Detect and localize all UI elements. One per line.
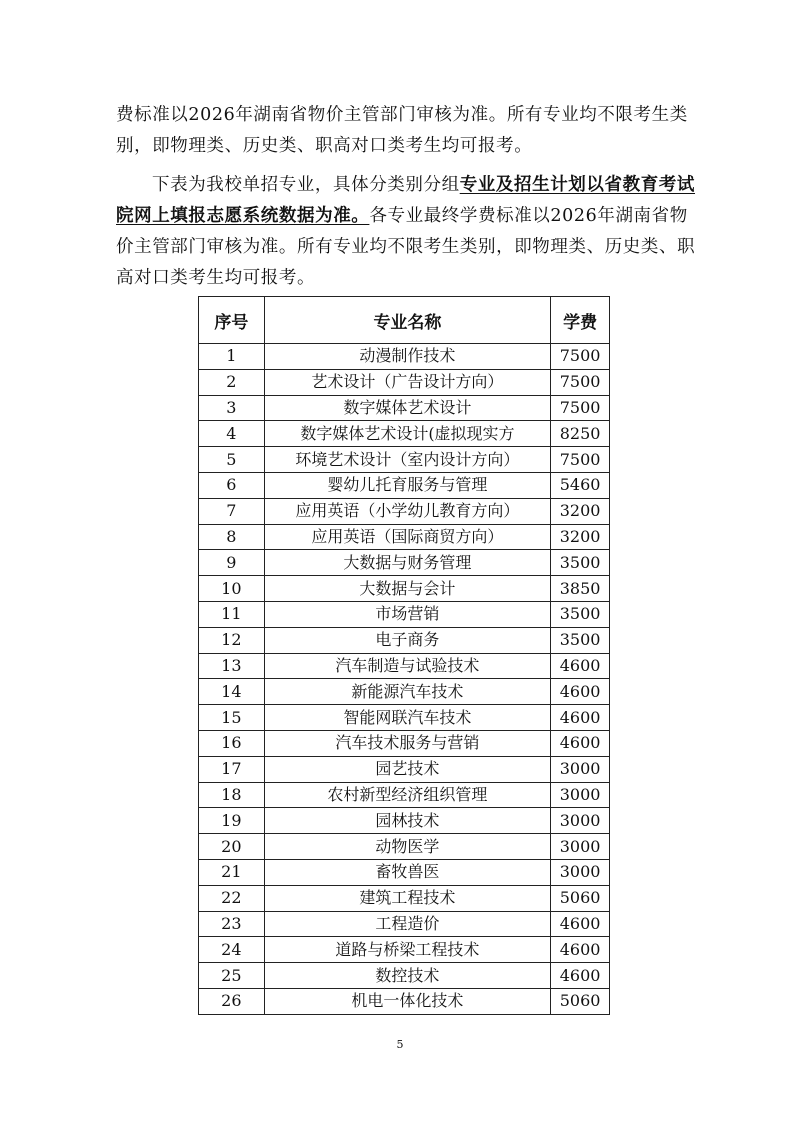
cell-serial: 17 (199, 756, 265, 782)
header-major-name: 专业名称 (264, 297, 550, 344)
cell-serial: 8 (199, 524, 265, 550)
cell-major-name: 机电一体化技术 (264, 988, 550, 1014)
cell-major-name: 农村新型经济组织管理 (264, 782, 550, 808)
cell-major-name: 汽车制造与试验技术 (264, 653, 550, 679)
cell-tuition: 4600 (551, 937, 610, 963)
table-row (199, 885, 610, 911)
cell-major-name: 大数据与财务管理 (264, 550, 550, 576)
cell-tuition: 3000 (551, 834, 610, 860)
table-body (199, 344, 610, 1015)
cell-serial: 23 (199, 911, 265, 937)
cell-serial: 13 (199, 653, 265, 679)
cell-tuition: 4600 (551, 679, 610, 705)
table-row (199, 834, 610, 860)
cell-major-name: 艺术设计（广告设计方向） (264, 369, 550, 395)
table-row (199, 472, 610, 498)
cell-serial: 26 (199, 988, 265, 1014)
cell-serial: 25 (199, 963, 265, 989)
cell-tuition: 4600 (551, 730, 610, 756)
cell-tuition: 4600 (551, 911, 610, 937)
table-row (199, 988, 610, 1014)
cell-tuition: 3000 (551, 756, 610, 782)
cell-serial: 2 (199, 369, 265, 395)
cell-tuition: 3000 (551, 859, 610, 885)
cell-serial: 9 (199, 550, 265, 576)
cell-tuition: 4600 (551, 653, 610, 679)
cell-major-name: 动物医学 (264, 834, 550, 860)
cell-serial: 22 (199, 885, 265, 911)
table-row (199, 447, 610, 473)
page-number: 5 (396, 1038, 404, 1051)
table-row (199, 808, 610, 834)
cell-serial: 14 (199, 679, 265, 705)
cell-tuition: 7500 (551, 369, 610, 395)
cell-tuition: 7500 (551, 344, 610, 370)
cell-major-name: 电子商务 (264, 627, 550, 653)
cell-major-name: 应用英语（国际商贸方向） (264, 524, 550, 550)
cell-serial: 24 (199, 937, 265, 963)
table-row (199, 369, 610, 395)
table-row (199, 498, 610, 524)
cell-major-name: 园艺技术 (264, 756, 550, 782)
table-row (199, 782, 610, 808)
cell-serial: 11 (199, 601, 265, 627)
table-row (199, 937, 610, 963)
cell-tuition: 3000 (551, 782, 610, 808)
table-header-row (199, 297, 610, 344)
table-row (199, 550, 610, 576)
cell-tuition: 3500 (551, 550, 610, 576)
cell-major-name: 道路与桥梁工程技术 (264, 937, 550, 963)
table-row (199, 576, 610, 602)
table-row (199, 756, 610, 782)
table-row (199, 911, 610, 937)
cell-serial: 10 (199, 576, 265, 602)
cell-tuition: 4600 (551, 705, 610, 731)
intro-text: 费标准以2026年湖南省物价主管部门审核为准。所有专业均不限考生类别，即物理类、历史类、职高对口类考生均可报考。 (116, 105, 688, 156)
cell-major-name: 应用英语（小学幼儿教育方向） (264, 498, 550, 524)
cell-tuition: 3200 (551, 498, 610, 524)
cell-major-name: 动漫制作技术 (264, 344, 550, 370)
cell-tuition: 8250 (551, 421, 610, 447)
table-row (199, 705, 610, 731)
cell-major-name: 园林技术 (264, 808, 550, 834)
description-paragraph (116, 170, 696, 294)
cell-major-name: 大数据与会计 (264, 576, 550, 602)
cell-serial: 1 (199, 344, 265, 370)
cell-major-name: 数字媒体艺术设计 (264, 395, 550, 421)
cell-serial: 6 (199, 472, 265, 498)
header-serial: 序号 (199, 297, 265, 344)
cell-tuition: 3000 (551, 808, 610, 834)
table-row (199, 344, 610, 370)
cell-major-name: 畜牧兽医 (264, 859, 550, 885)
cell-serial: 21 (199, 859, 265, 885)
cell-major-name: 市场营销 (264, 601, 550, 627)
cell-tuition: 3500 (551, 627, 610, 653)
cell-major-name: 数控技术 (264, 963, 550, 989)
header-tuition: 学费 (551, 297, 610, 344)
table-row (199, 730, 610, 756)
cell-major-name: 智能网联汽车技术 (264, 705, 550, 731)
major-tuition-table (198, 296, 610, 1015)
table-row (199, 653, 610, 679)
description-underlined-text: 专业及招生计划以省教育考试院网上填报志愿系统数据为准。 (116, 175, 696, 226)
intro-paragraph-continued (116, 100, 696, 162)
cell-major-name: 工程造价 (264, 911, 550, 937)
cell-major-name: 新能源汽车技术 (264, 679, 550, 705)
table-row (199, 601, 610, 627)
cell-serial: 7 (199, 498, 265, 524)
table-row (199, 627, 610, 653)
description-text-before: 下表为我校单招专业，具体分类别分组 (152, 175, 460, 195)
cell-serial: 20 (199, 834, 265, 860)
cell-serial: 12 (199, 627, 265, 653)
table-row (199, 963, 610, 989)
cell-tuition: 4600 (551, 963, 610, 989)
cell-serial: 3 (199, 395, 265, 421)
cell-tuition: 5060 (551, 885, 610, 911)
cell-serial: 5 (199, 447, 265, 473)
table-row (199, 524, 610, 550)
table-row (199, 395, 610, 421)
table-row (199, 679, 610, 705)
cell-serial: 19 (199, 808, 265, 834)
cell-serial: 18 (199, 782, 265, 808)
cell-tuition: 3500 (551, 601, 610, 627)
cell-tuition: 7500 (551, 447, 610, 473)
cell-tuition: 3200 (551, 524, 610, 550)
cell-serial: 15 (199, 705, 265, 731)
cell-major-name: 建筑工程技术 (264, 885, 550, 911)
table-row (199, 859, 610, 885)
cell-major-name: 环境艺术设计（室内设计方向） (264, 447, 550, 473)
cell-tuition: 3850 (551, 576, 610, 602)
cell-major-name: 数字媒体艺术设计(虚拟现实方 (264, 421, 550, 447)
cell-serial: 16 (199, 730, 265, 756)
cell-tuition: 5460 (551, 472, 610, 498)
table-row (199, 421, 610, 447)
cell-serial: 4 (199, 421, 265, 447)
cell-major-name: 汽车技术服务与营销 (264, 730, 550, 756)
cell-tuition: 5060 (551, 988, 610, 1014)
cell-major-name: 婴幼儿托育服务与管理 (264, 472, 550, 498)
description-text-after: 各专业最终学费标准以2026年湖南省物价主管部门审核为准。所有专业均不限考生类别，即物理类、历史类、职高对口类考生均可报考。 (116, 206, 696, 288)
cell-tuition: 7500 (551, 395, 610, 421)
